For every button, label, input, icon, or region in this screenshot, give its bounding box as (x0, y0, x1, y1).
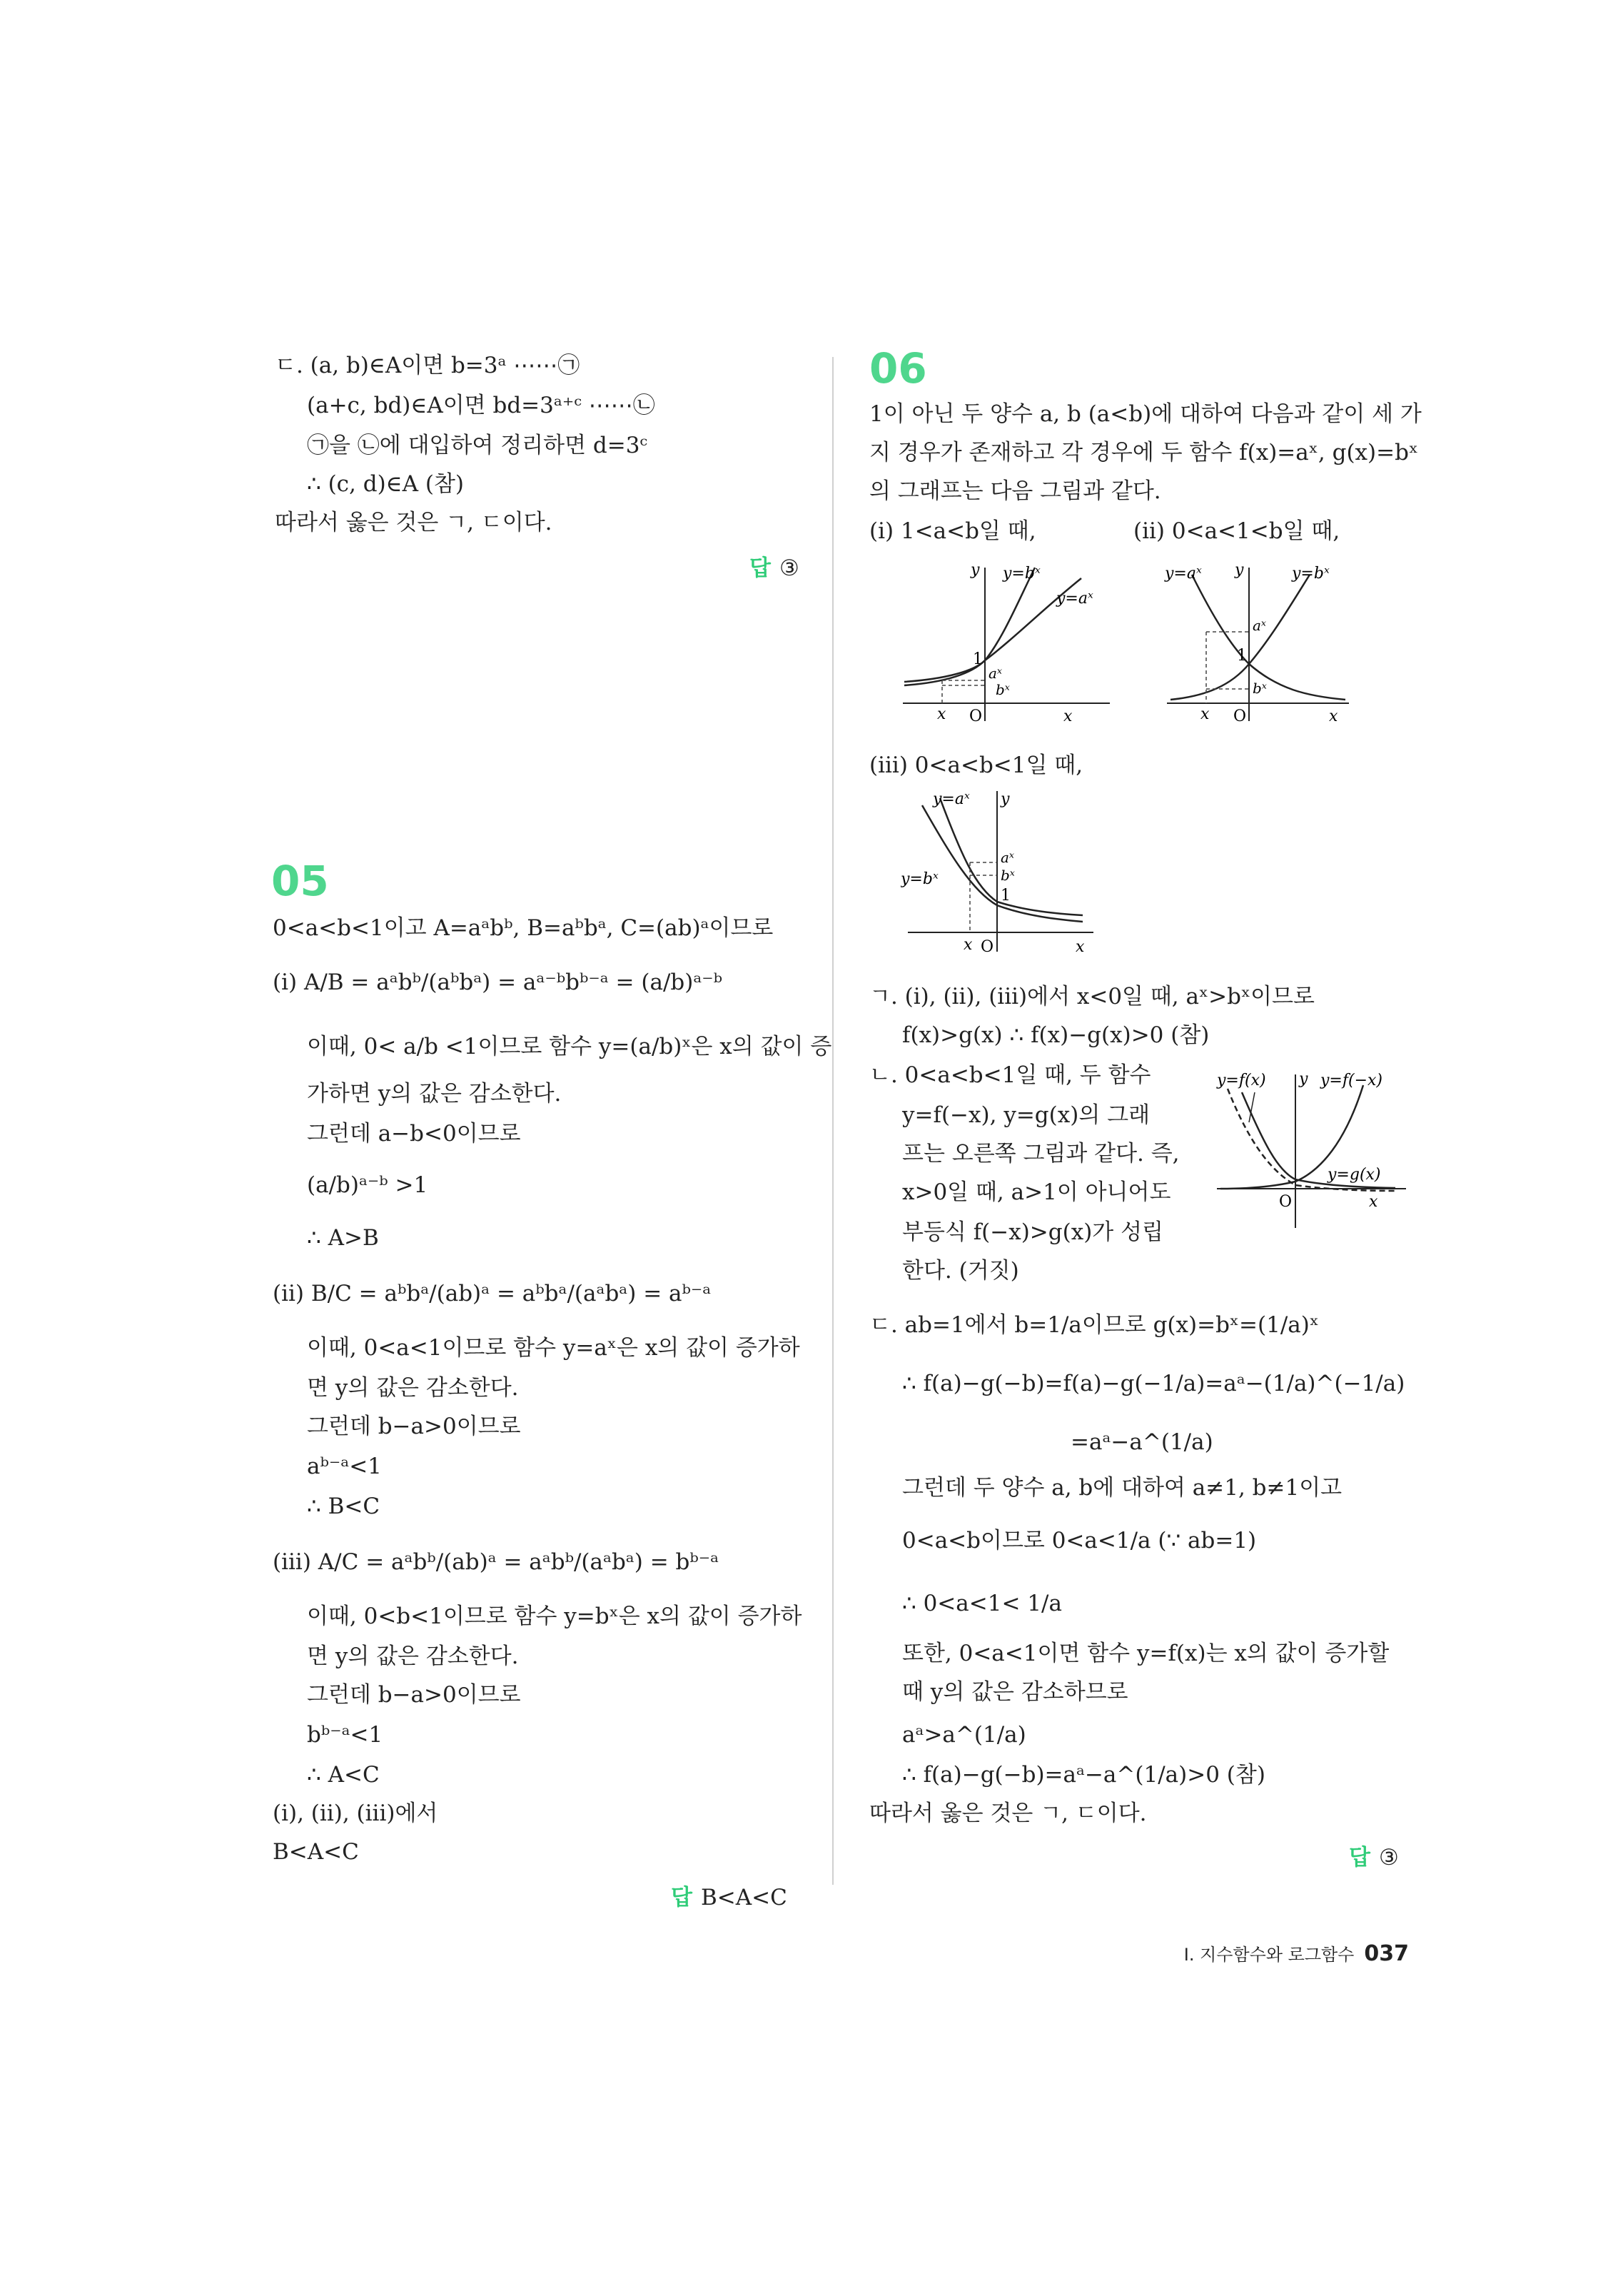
curve-label: y=bˣ (1292, 565, 1330, 583)
text-line: B<A<C (273, 1839, 359, 1865)
case-label: (i) 1<a<b일 때, (869, 518, 1036, 544)
x-axis-label: x (1076, 938, 1085, 956)
y-label: y (1235, 561, 1244, 579)
text-line: (ii) B/C = aᵇbᵃ/(ab)ᵃ = aᵇbᵃ/(aᵃbᵃ) = aᵇ⁻ᵃ (273, 1281, 712, 1306)
text-line: 0<a<b<1이고 A=aᵃbᵇ, B=aᵇbᵃ, C=(ab)ᵃ이므로 (273, 915, 774, 941)
text-line: 그런데 b−a>0이므로 (307, 1414, 521, 1439)
case-label: (ii) 0<a<1<b일 때, (1133, 518, 1340, 544)
text-line: 따라서 옳은 것은 ㄱ, ㄷ이다. (869, 1801, 1147, 1826)
text-line: 그런데 a−b<0이므로 (307, 1121, 521, 1147)
one-label: 1 (1237, 647, 1247, 665)
text-line: aᵇ⁻ᵃ<1 (307, 1454, 382, 1479)
graph-case-2 (1163, 553, 1356, 728)
column-divider (832, 357, 834, 1885)
answer-label: 답 (1349, 1845, 1370, 1870)
text-line: 이때, 0< a/b <1이므로 함수 y=(a/b)ˣ은 x의 값이 증 (307, 1034, 832, 1059)
text-line: ∴ f(a)−g(−b)=aᵃ−a^(1/a)>0 (참) (902, 1762, 1265, 1788)
answer-value: ③ (779, 555, 799, 581)
answer-value: ③ (1378, 1845, 1399, 1870)
text-line: 또한, 0<a<1이면 함수 y=f(x)는 x의 값이 증가할 (902, 1641, 1390, 1666)
text-line: 그런데 b−a>0이므로 (307, 1682, 521, 1708)
graph-case-1 (896, 553, 1117, 728)
value-label: bˣ (1001, 867, 1015, 884)
text-line: (a+c, bd)∈A이면 bd=3ᵃ⁺ᶜ ⋯⋯㉡ (307, 393, 655, 418)
y-label: y (971, 561, 980, 579)
graph-reflection (1213, 1064, 1413, 1242)
text-line: 의 그래프는 다음 그림과 같다. (869, 478, 1161, 504)
text-line: ㄷ. (a, b)∈A이면 b=3ᵃ ⋯⋯㉠ (275, 353, 580, 378)
value-label: aˣ (1253, 617, 1267, 634)
curve-label: y=bˣ (901, 870, 939, 888)
text-line: 프는 오른쪽 그림과 같다. 즉, (902, 1141, 1180, 1167)
text-line: 그런데 두 양수 a, b에 대하여 a≠1, b≠1이고 (902, 1475, 1343, 1501)
answer-05 (671, 1879, 787, 1911)
text-line: ∴ f(a)−g(−b)=f(a)−g(−1/a)=aᵃ−(1/a)^(−1/a) (902, 1371, 1405, 1396)
text-line: ∴ A<C (307, 1762, 380, 1788)
page-footer (1184, 1940, 1409, 1966)
x-label: x (1200, 705, 1210, 723)
text-line: 0<a<b이므로 0<a<1/a (∵ ab=1) (902, 1528, 1257, 1554)
curve-label: y=aˣ (933, 790, 970, 808)
x-label: x (964, 936, 973, 954)
curve-b-x (904, 568, 1035, 685)
text-line: 가하면 y의 값은 감소한다. (307, 1081, 562, 1107)
origin-label: O (981, 938, 994, 956)
text-line: f(x)>g(x) ∴ f(x)−g(x)>0 (참) (902, 1022, 1210, 1048)
curve-label: y=aˣ (1056, 590, 1093, 608)
y-label: y (1001, 790, 1010, 808)
text-line: (i) A/B = aᵃbᵇ/(aᵇbᵃ) = aᵃ⁻ᵇbᵇ⁻ᵃ = (a/b)ᵃ⁻ᵇ (273, 970, 723, 995)
case-label: (iii) 0<a<b<1일 때, (869, 752, 1083, 778)
x-axis-label: x (1329, 708, 1338, 725)
text-line: 지 경우가 존재하고 각 경우에 두 함수 f(x)=aˣ, g(x)=bˣ (869, 440, 1419, 465)
text-line: ∴ (c, d)∈A (참) (307, 471, 465, 497)
text-line: 면 y의 값은 감소한다. (307, 1643, 519, 1669)
y-label: y (1299, 1070, 1308, 1088)
text-line: 따라서 옳은 것은 ㄱ, ㄷ이다. (275, 510, 552, 535)
answer-top (749, 550, 799, 582)
x-axis-label: x (1369, 1193, 1378, 1211)
text-line: y=f(−x), y=g(x)의 그래 (902, 1102, 1151, 1128)
curve-label: y=g(x) (1328, 1166, 1381, 1184)
text-line: 한다. (거짓) (902, 1258, 1019, 1284)
text-line: x>0일 때, a>1이 아니어도 (902, 1179, 1171, 1205)
text-line: ㄷ. ab=1에서 b=1/a이므로 g(x)=bˣ=(1/a)ˣ (869, 1312, 1320, 1338)
text-line: 때 y의 값은 감소하므로 (902, 1679, 1128, 1705)
answer-06 (1349, 1839, 1399, 1871)
text-line: 이때, 0<a<1이므로 함수 y=aˣ은 x의 값이 증가하 (307, 1335, 800, 1361)
value-label: aˣ (989, 665, 1003, 682)
text-line: 부등식 f(−x)>g(x)가 성립 (902, 1219, 1163, 1245)
answer-label: 답 (749, 555, 771, 581)
text-line: ㄴ. 0<a<b<1일 때, 두 함수 (869, 1062, 1151, 1088)
curve-label: y=f(−x) (1320, 1072, 1383, 1089)
value-label: bˣ (996, 681, 1010, 698)
chapter-title: I. 지수함수와 로그함수 (1183, 1945, 1355, 1965)
text-line: ㉠을 ㉡에 대입하여 정리하면 d=3ᶜ (307, 433, 648, 458)
graph-case-3 (901, 784, 1101, 959)
answer-label: 답 (671, 1885, 692, 1910)
text-line: aᵃ>a^(1/a) (902, 1722, 1026, 1748)
one-label: 1 (973, 650, 983, 668)
text-line: ∴ A>B (307, 1225, 379, 1251)
one-label: 1 (1001, 887, 1011, 905)
page-number: 037 (1364, 1941, 1409, 1966)
origin-label: O (1233, 708, 1247, 725)
origin-label: O (1279, 1193, 1293, 1211)
text-line: (iii) A/C = aᵃbᵇ/(ab)ᵃ = aᵃbᵇ/(aᵃbᵃ) = bᵇ⁻ᵃ (273, 1549, 719, 1575)
text-line: 면 y의 값은 감소한다. (307, 1375, 519, 1401)
text-line: ㄱ. (i), (ii), (iii)에서 x<0일 때, aˣ>bˣ이므로 (869, 984, 1315, 1009)
text-line: 이때, 0<b<1이므로 함수 y=bˣ은 x의 값이 증가하 (307, 1603, 802, 1629)
text-line: ∴ B<C (307, 1494, 380, 1519)
problem-number-05: 05 (271, 857, 329, 905)
text-line: ∴ 0<a<1< 1/a (902, 1591, 1062, 1616)
x-label: x (937, 705, 946, 723)
value-label: bˣ (1253, 680, 1267, 697)
curve-label: y=f(x) (1217, 1072, 1266, 1089)
answer-value: B<A<C (700, 1885, 787, 1910)
value-label: aˣ (1001, 849, 1015, 866)
problem-number-06: 06 (869, 344, 927, 393)
curve-label: y=aˣ (1165, 565, 1202, 583)
curve-b-x (1171, 575, 1310, 700)
origin-label: O (969, 708, 983, 725)
text-line: (a/b)ᵃ⁻ᵇ >1 (307, 1172, 428, 1198)
text-line: (i), (ii), (iii)에서 (273, 1801, 438, 1826)
x-axis-label: x (1063, 708, 1073, 725)
curve-label: y=bˣ (1003, 565, 1041, 583)
text-line: 1이 아닌 두 양수 a, b (a<b)에 대하여 다음과 같이 세 가 (869, 401, 1422, 427)
text-line: =aᵃ−a^(1/a) (1071, 1429, 1213, 1455)
text-line: bᵇ⁻ᵃ<1 (307, 1722, 383, 1748)
